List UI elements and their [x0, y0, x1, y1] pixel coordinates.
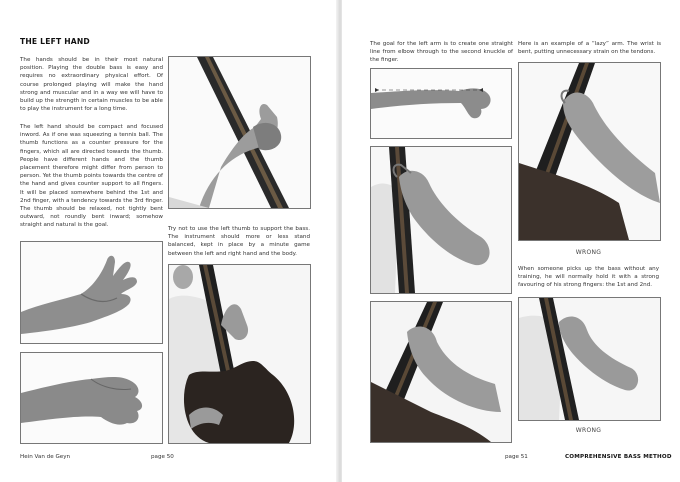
- right-paragraph-3: When someone picks up the bass without any training, he will normally hold it with a strong favouring of his strong fingers: the 1st and 2nd.: [518, 266, 659, 289]
- photo-hand-shape-2-graphic: [21, 353, 162, 443]
- footer-page-number-left: page 50: [151, 454, 174, 460]
- photo-wrong-grip-graphic: [519, 298, 660, 420]
- caption-wrong-1: WRONG: [575, 249, 602, 256]
- section-heading: THE LEFT HAND: [20, 37, 90, 46]
- photo-lazy-arm: [518, 62, 661, 241]
- caption-wrong-2: WRONG: [575, 427, 602, 434]
- right-page: [342, 0, 680, 482]
- photo-hand-shape-1-graphic: [21, 242, 162, 343]
- left-paragraph-3: Try not to use the left thumb to support the bass. The instrument should more or less stand balanced, kept in place by a minute game between the left and right hand and the body.: [168, 226, 310, 257]
- photo-hand-on-neck: [168, 56, 311, 209]
- footer-page-number-right: page 51: [505, 454, 528, 460]
- footer-author: Hein Van de Geyn: [20, 454, 71, 460]
- photo-straight-arm: [370, 68, 512, 139]
- right-paragraph-1: The goal for the left arm is to create one straight line from elbow through to the second knuckle of the finger.: [370, 41, 513, 64]
- right-paragraph-2: Here is an example of a “lazy” arm. The wrist is bent, putting unnecessary strain on the tendons.: [518, 41, 661, 56]
- footer-book-title: COMPREHENSIVE BASS METHOD: [565, 454, 672, 460]
- photo-arm-line-on-neck-graphic: [371, 147, 511, 293]
- photo-player-with-bass: [168, 264, 311, 444]
- photo-straight-arm-graphic: [371, 69, 511, 138]
- left-paragraph-2: The left hand should be compact and focused inword. As if one was squeezing a tennis ball. The thumb functions as a counter pressure for the fingers, which all are directed towards the thumb. People have different hands and the thumb placement therefore might differ from person to person. Yet the thumb points towards the centre of the hand and gives counter support to all fingers. It will be placed somewhere behind the 1st and 2nd finger, with a tendency towards the 3rd finger. The thumb should be relaxed, not tightly bent outward, not roundly bent inward; somehow straight and natural is the goal.: [20, 124, 163, 229]
- photo-hand-shape-1: [20, 241, 163, 344]
- photo-lazy-arm-graphic: [519, 63, 660, 240]
- left-page: [0, 0, 338, 482]
- photo-hand-shape-2: [20, 352, 163, 444]
- photo-hand-on-bass-neck-graphic: [371, 302, 511, 442]
- photo-wrong-grip: [518, 297, 661, 421]
- photo-arm-line-on-neck: [370, 146, 512, 294]
- photo-hand-on-bass-neck: [370, 301, 512, 443]
- photo-player-with-bass-graphic: [169, 265, 310, 443]
- photo-hand-on-neck-graphic: [169, 57, 310, 208]
- left-paragraph-1: The hands should be in their most natural position. Playing the double bass is easy and requires no extraordinary physical effort. Of course prolonged playing will make the hand strong and muscular and in a way we will have to build up the strength in certain muscles to be able to play the instrument for a long time.: [20, 57, 163, 113]
